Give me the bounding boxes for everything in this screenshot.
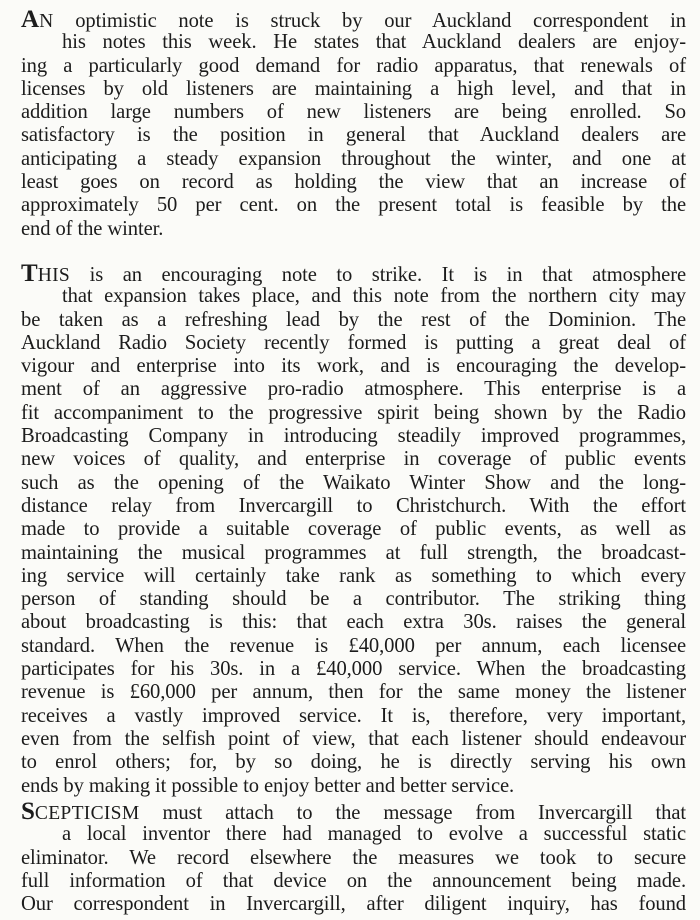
text-line: such as the opening of the Waikato Winter Show and the long- bbox=[21, 471, 686, 494]
text-line: standard. When the revenue is £40,000 per annum, each licensee bbox=[21, 634, 686, 657]
text-line: a local inventor there had managed to evolve a successful static bbox=[62, 823, 686, 846]
lead-in-caps: HIS bbox=[37, 265, 71, 286]
text-line: ends by making it possible to enjoy better and better service. bbox=[21, 774, 515, 797]
paragraph-optimistic-note bbox=[0, 0, 700, 240]
text-line: anticipating a steady expansion throughout the winter, and one at bbox=[21, 147, 686, 170]
text-line: eliminator. We record elsewhere the measures we took to secure bbox=[21, 846, 686, 869]
text-line: ing service will certainly take rank as something to which every bbox=[21, 564, 686, 587]
text-line: revenue is £60,000 per annum, then for the same money the listener bbox=[21, 681, 686, 704]
text-line bbox=[0, 262, 700, 285]
line-text: is an encouraging note to strike. It is in that atmosphere bbox=[70, 264, 686, 286]
text-line bbox=[0, 800, 700, 823]
lead-in-caps: N bbox=[39, 11, 54, 32]
text-line: fit accompaniment to the progressive spirit being shown by the Radio bbox=[21, 401, 686, 424]
lead-in-caps: CEPTICISM bbox=[34, 803, 140, 824]
line-text: must attach to the message from Invercargill that bbox=[139, 802, 686, 824]
paragraph-encouraging-note bbox=[0, 262, 700, 798]
text-line: person of standing should be a contributor. The striking thing bbox=[21, 588, 686, 611]
text-line: to enrol others; for, by so doing, he is directly serving his own bbox=[21, 751, 686, 774]
text-line: participates for his 30s. in a £40,000 service. When the broadcasting bbox=[21, 658, 686, 681]
text-line: be taken as a refreshing lead by the rest of the Dominion. The bbox=[21, 308, 686, 331]
paragraph-scepticism bbox=[0, 800, 700, 916]
text-line: end of the winter. bbox=[21, 217, 164, 240]
text-line: addition large numbers of new listeners are being enrolled. So bbox=[21, 101, 686, 124]
drop-cap: S bbox=[21, 798, 35, 825]
text-line: Our correspondent in Invercargill, after diligent inquiry, has found bbox=[21, 893, 686, 916]
line-text: optimistic note is struck by our Auckland correspondent in bbox=[53, 10, 686, 32]
text-line: made to provide a suitable coverage of public events, as well as bbox=[21, 518, 686, 541]
text-line: satisfactory is the position in general that Auckland dealers are bbox=[21, 124, 686, 147]
text-line: Auckland Radio Society recently formed is putting a great deal of bbox=[21, 331, 686, 354]
text-line: about broadcasting is this: that each extra 30s. raises the general bbox=[21, 611, 686, 634]
text-line: that expansion takes place, and this note from the northern city may bbox=[62, 285, 686, 308]
text-line: distance relay from Invercargill to Christchurch. With the effort bbox=[21, 494, 686, 517]
text-line: ing a particularly good demand for radio apparatus, that renewals of bbox=[21, 54, 686, 77]
text-line: ment of an aggressive pro-radio atmosphere. This enterprise is a bbox=[21, 378, 686, 401]
text-line: maintaining the musical programmes at full strength, the broadcast- bbox=[21, 541, 686, 564]
text-line: his notes this week. He states that Auckland dealers are enjoy- bbox=[62, 31, 686, 54]
drop-cap: A bbox=[21, 6, 40, 33]
text-line: full information of that device on the announcement being made. bbox=[21, 869, 686, 892]
text-line: licenses by old listeners are maintaining a high level, and that in bbox=[21, 77, 686, 100]
text-line: receives a vastly improved service. It is, therefore, very important, bbox=[21, 704, 686, 727]
text-line: even from the selfish point of view, that each listener should endeavour bbox=[21, 727, 686, 750]
text-line: Broadcasting Company in introducing steadily improved programmes, bbox=[21, 425, 686, 448]
text-line bbox=[0, 8, 700, 31]
text-line: least goes on record as holding the view that an increase of bbox=[21, 171, 686, 194]
text-line: new voices of quality, and enterprise in coverage of public events bbox=[21, 448, 686, 471]
drop-cap: T bbox=[21, 260, 38, 287]
text-line: approximately 50 per cent. on the present total is feasible by the bbox=[21, 194, 686, 217]
text-line: vigour and enterprise into its work, and is encouraging the develop- bbox=[21, 355, 686, 378]
